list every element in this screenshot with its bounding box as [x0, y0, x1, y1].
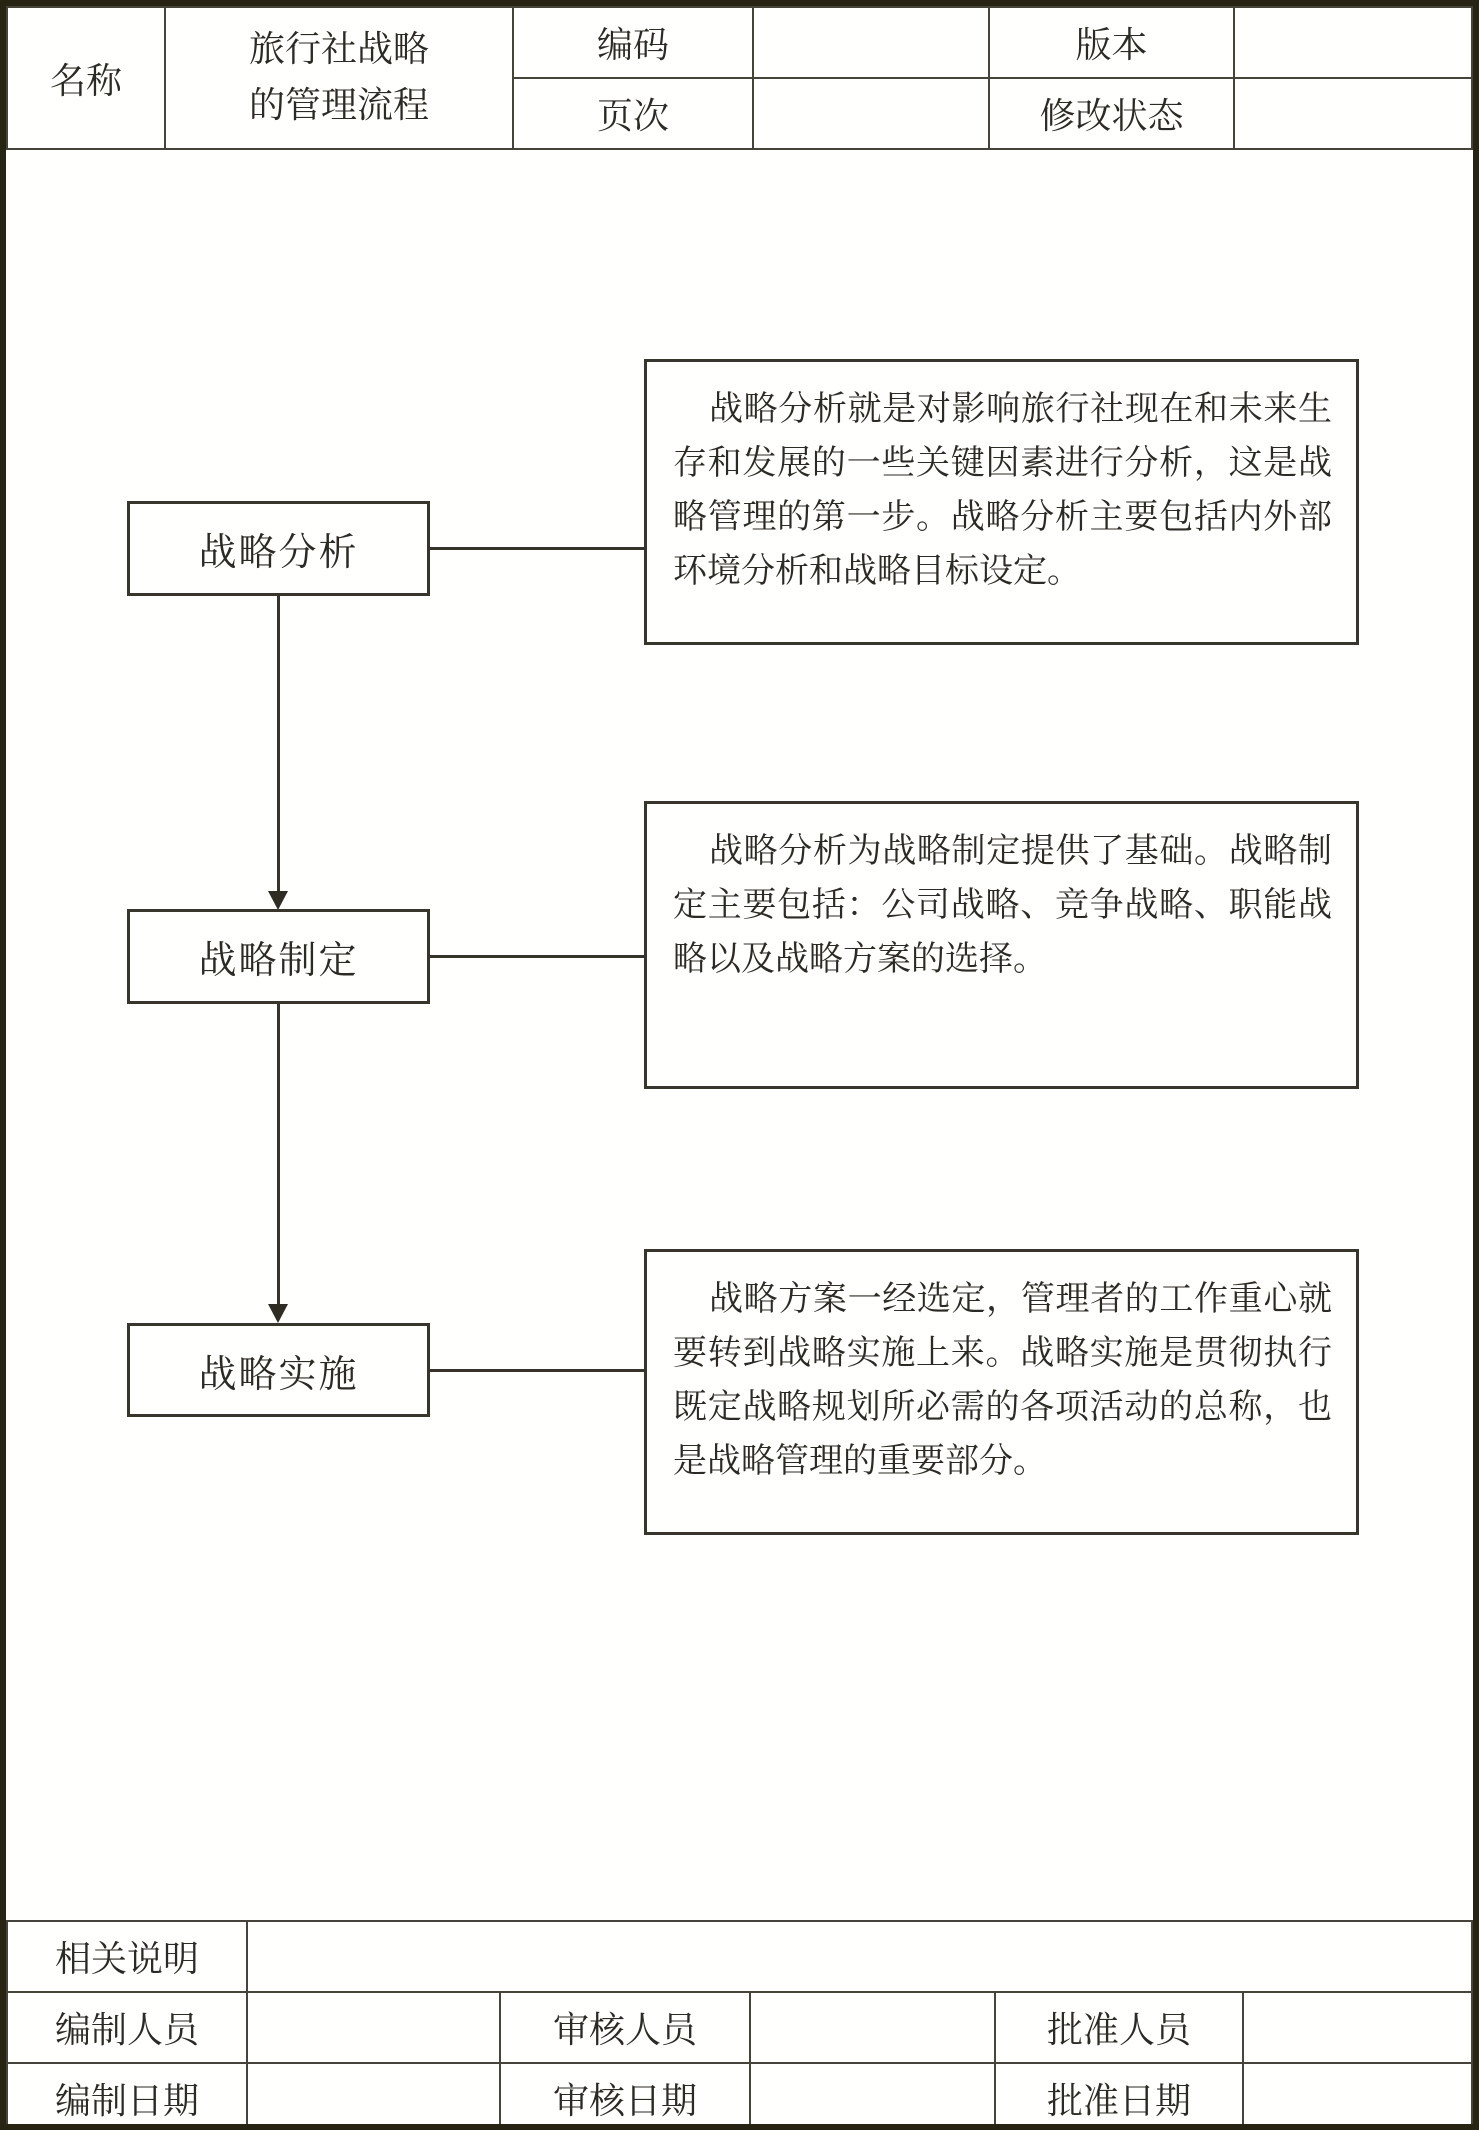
description-strategy-implementation: 战略方案一经选定，管理者的工作重心就要转到战略实施上来。战略实施是贯彻执行既定战略规划所必需的各项活动的总称，也是战略管理的重要部分。 — [644, 1249, 1359, 1535]
approver-value-cell — [1243, 1992, 1472, 2063]
arrow-shaft — [277, 596, 280, 893]
flow-step-strategy-implementation — [127, 1323, 430, 1417]
document-title-line1: 旅行社战略 — [248, 29, 429, 71]
connector-line — [428, 955, 644, 958]
version-label: 版本 — [989, 7, 1234, 78]
revision-status-value-cell — [1234, 78, 1472, 149]
flow-step-strategy-formulation — [127, 909, 430, 1004]
footer-table — [6, 1920, 1473, 2130]
arrow-down-icon — [268, 891, 288, 910]
document-title-line2: 的管理流程 — [248, 85, 429, 126]
description-strategy-analysis: 战略分析就是对影响旅行社现在和未来生存和发展的一些关键因素进行分析，这是战略管理的第一步。战略分析主要包括内外部环境分析和战略目标设定。 — [644, 359, 1359, 645]
approve-date-label: 批准日期 — [995, 2063, 1243, 2130]
review-date-value-cell — [750, 2063, 995, 2130]
reviewer-label: 审核人员 — [500, 1992, 750, 2063]
approver-label: 批准人员 — [995, 1992, 1243, 2063]
header-table — [6, 6, 1473, 150]
reviewer-value-cell — [750, 1992, 995, 2063]
flow-step-label: 战略实施 — [198, 1351, 359, 1396]
preparer-label: 编制人员 — [7, 1992, 247, 2063]
arrow-shaft — [277, 1004, 280, 1306]
flow-step-strategy-analysis — [127, 501, 430, 596]
prep-date-value-cell — [247, 2063, 500, 2130]
page-value-cell — [753, 78, 989, 149]
page-label: 页次 — [513, 78, 753, 149]
description-strategy-formulation: 战略分析为战略制定提供了基础。战略制定主要包括：公司战略、竞争战略、职能战略以及战略方案的选择。 — [644, 801, 1359, 1089]
notes-label: 相关说明 — [7, 1921, 247, 1992]
flow-step-label: 战略分析 — [198, 530, 359, 574]
document-title — [165, 7, 513, 149]
notes-value-cell — [247, 1921, 1472, 1992]
review-date-label: 审核日期 — [500, 2063, 750, 2130]
flow-step-label: 战略制定 — [198, 938, 359, 982]
code-value-cell — [753, 7, 989, 78]
prep-date-label: 编制日期 — [7, 2063, 247, 2130]
revision-status-label: 修改状态 — [989, 78, 1234, 149]
connector-line — [428, 1369, 644, 1372]
name-label: 名称 — [7, 7, 165, 149]
approve-date-value-cell — [1243, 2063, 1472, 2130]
flowchart-area — [6, 150, 1473, 1920]
preparer-value-cell — [247, 1992, 500, 2063]
arrow-down-icon — [268, 1304, 288, 1323]
connector-line — [428, 547, 644, 550]
version-value-cell — [1234, 7, 1472, 78]
code-label: 编码 — [513, 7, 753, 78]
